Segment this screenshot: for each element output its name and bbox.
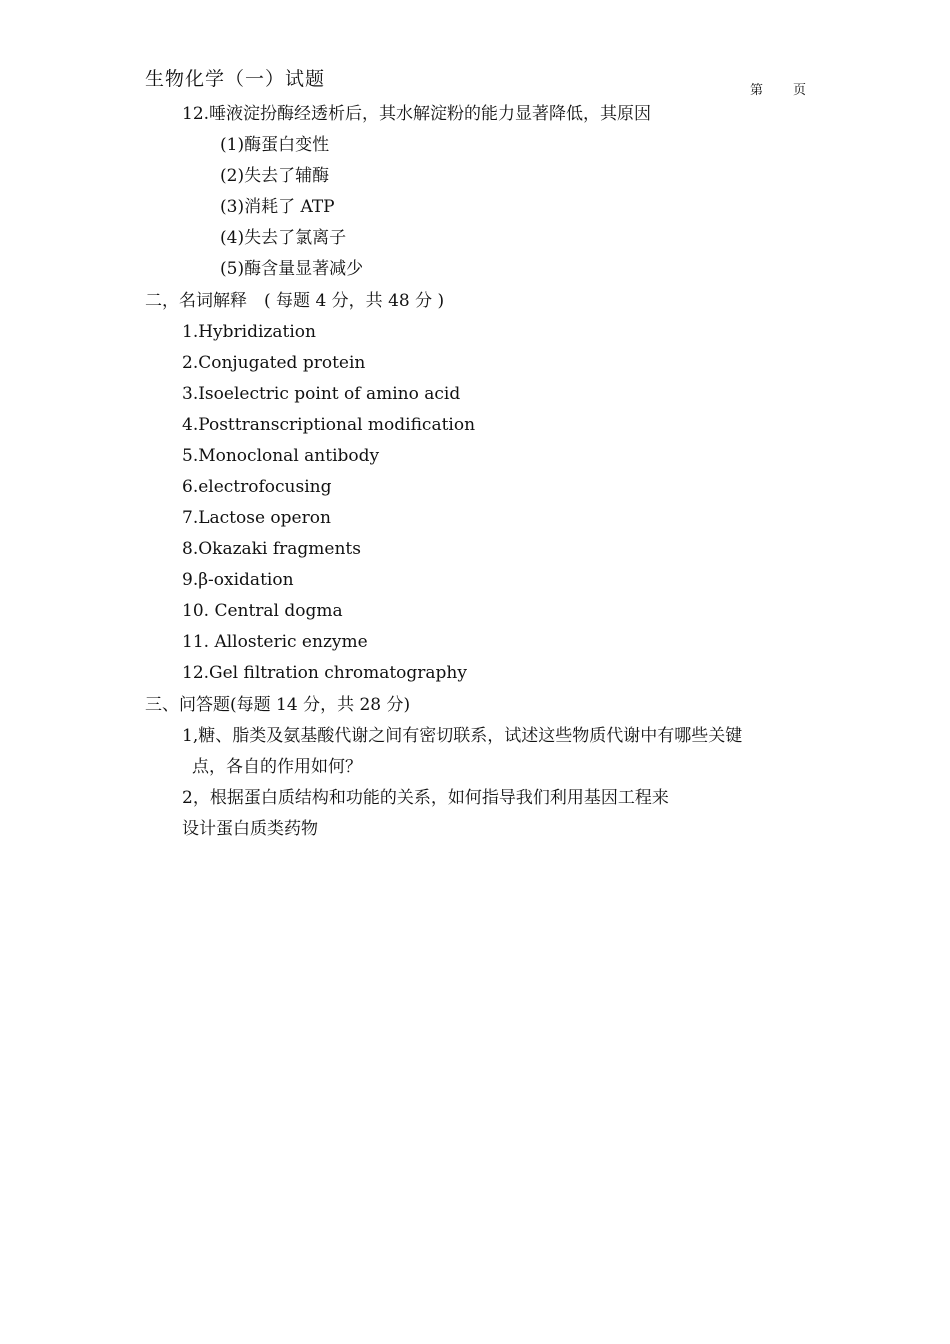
term-item: 11. Allosteric enzyme <box>182 632 368 652</box>
question-12-option: (3)消耗了 ATP <box>220 197 335 217</box>
term-item: 3.Isoelectric point of amino acid <box>182 384 461 404</box>
essay-question-2: 2，根据蛋白质结构和功能的关系，如何指导我们利用基因工程来 <box>182 788 669 808</box>
question-12-option: (1)酶蛋白变性 <box>220 135 330 155</box>
essay-question-2-continued: 设计蛋白质类药物 <box>182 819 318 839</box>
section-2-heading: 二，名词解释 ( 每题 4 分，共 48 分 ) <box>145 291 445 311</box>
term-item: 12.Gel filtration chromatography <box>182 663 467 683</box>
question-12-option: (4)失去了氯离子 <box>220 228 347 248</box>
page-number-prefix: 第 <box>750 83 764 98</box>
term-item: 7.Lactose operon <box>182 508 331 528</box>
question-12-option: (5)酶含量显著减少 <box>220 259 364 279</box>
term-item: 8.Okazaki fragments <box>182 539 361 559</box>
question-12-stem: 12.唾液淀扮酶经透析后，其水解淀粉的能力显著降低，其原因 <box>182 104 652 124</box>
page-number-suffix: 页 <box>793 83 807 98</box>
essay-question-1-continued: 点，各自的作用如何？ <box>192 757 362 777</box>
term-item: 6.electrofocusing <box>182 477 332 497</box>
question-12-option: (2)失去了辅酶 <box>220 166 330 186</box>
essay-question-1: 1,糖、脂类及氨基酸代谢之间有密切联系，试述这些物质代谢中有哪些关键 <box>182 726 743 746</box>
term-item: 9.β-oxidation <box>182 570 294 590</box>
term-item: 2.Conjugated protein <box>182 353 366 373</box>
exam-title: 生物化学（一）试题 <box>145 68 326 90</box>
term-item: 1.Hybridization <box>182 322 316 342</box>
term-item: 10. Central dogma <box>182 601 343 621</box>
term-item: 4.Posttranscriptional modification <box>182 415 476 435</box>
term-item: 5.Monoclonal antibody <box>182 446 380 466</box>
section-3-heading: 三、问答题(每题 14 分，共 28 分) <box>145 695 411 715</box>
